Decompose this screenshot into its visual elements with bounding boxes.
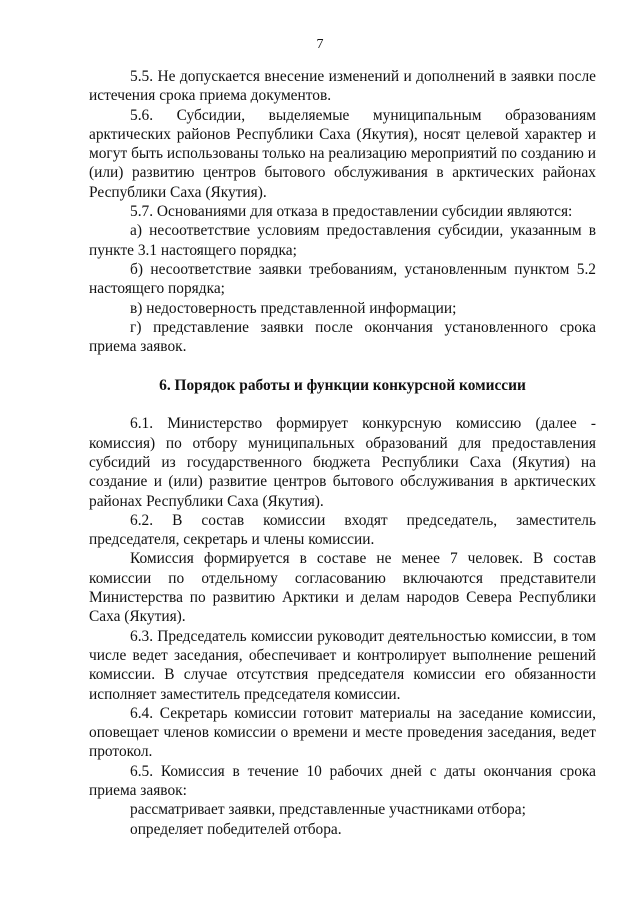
document-body xyxy=(89,67,596,839)
spacer xyxy=(89,356,596,375)
paragraph-6-4: 6.4. Секретарь комиссии готовит материалы на заседание комиссии, оповещает членов комиссии о времени и месте проведения заседания, ведет протокол. xyxy=(89,704,596,761)
paragraph-5-7: 5.7. Основаниями для отказа в предоставлении субсидии являются: xyxy=(130,203,573,221)
paragraph-6-5-item-1: рассматривает заявки, представленные участниками отбора; xyxy=(130,801,526,819)
spacer xyxy=(89,395,596,414)
paragraph-6-3: 6.3. Председатель комиссии руководит деятельностью комиссии, в том числе ведет заседания, обеспечивает и контролирует выполнение решений комиссии. В случае отсутствия председателя комиссии его обязанности исполняет заместитель председателя комиссии. xyxy=(89,627,596,703)
section-6-heading: 6. Порядок работы и функции конкурсной комиссии xyxy=(159,376,526,394)
paragraph-5-6: 5.6. Субсидии, выделяемые муниципальным образованиям арктических районов Республики Саха (Якутия), носят целевой характер и могут быть использованы только на реализацию мероприятий по созданию и (или) развитию центров бытового обслуживания в арктических районах Республики Саха (Якутия). xyxy=(89,106,596,201)
paragraph-6-1: 6.1. Министерство формирует конкурсную комиссию (далее - комиссия) по отбору муниципальных образований для предоставления субсидий из государственного бюджета Республики Саха (Якутия) на создание и (или) развитие центров бытового обслуживания в арктических районах Республики Саха (Якутия). xyxy=(89,415,596,510)
paragraph-6-2-composition: Комиссия формируется в составе не менее 7 человек. В состав комиссии по отдельному согласованию включаются представители Министерства по развитию Арктики и делам народов Севера Республики Саха (Якутия). xyxy=(89,550,596,626)
paragraph-6-5: 6.5. Комиссия в течение 10 рабочих дней с даты окончания срока приема заявок: xyxy=(89,762,596,799)
page-number: 7 xyxy=(316,37,324,52)
paragraph-6-5-item-2: определяет победителей отбора. xyxy=(130,820,342,838)
paragraph-5-7-g: г) представление заявки после окончания установленного срока приема заявок. xyxy=(89,318,596,356)
paragraph-5-7-a: а) несоответствие условиям предоставления субсидии, указанным в пункте 3.1 настоящего порядка; xyxy=(89,222,596,259)
paragraph-5-7-v: в) недостоверность представленной информации; xyxy=(130,299,457,317)
paragraph-6-2: 6.2. В состав комиссии входят председатель, заместитель председателя, секретарь и члены комиссии. xyxy=(89,511,596,549)
paragraph-5-7-b: б) несоответствие заявки требованиям, установленным пунктом 5.2 настоящего порядка; xyxy=(89,260,596,298)
paragraph-5-5: 5.5. Не допускается внесение изменений и дополнений в заявки после истечения срока приема документов. xyxy=(89,68,596,105)
